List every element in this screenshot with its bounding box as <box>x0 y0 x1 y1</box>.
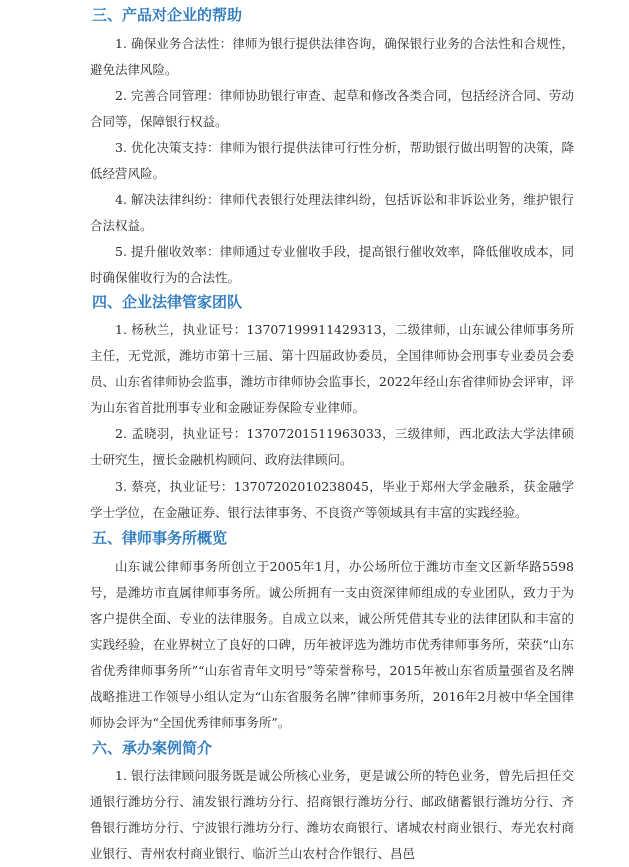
paragraph: 2. 完善合同管理：律师协助银行审查、起草和修改各类合同，包括经济合同、劳动合同等，保障银行权益。 <box>90 88 574 129</box>
section-heading-product-help: 三、产品对企业的帮助 <box>92 6 243 24</box>
section-heading-firm-overview: 五、律师事务所概览 <box>92 529 228 547</box>
paragraph: 1. 确保业务合法性：律师为银行提供法律咨询，确保银行业务的合法性和合规性，避免法律风险。 <box>90 36 574 77</box>
paragraph: 1. 杨秋兰，执业证号：13707199911429313，二级律师，山东诚公律师事务所主任，无党派，潍坊市第十三届、第十四届政协委员，全国律师协会刑事专业委员会委员、山东省律师协会监事，潍坊市律师协会监事长，2022年经山东省律师协会评审，评为山东省首批刑事专业和金融证券保险专业律师。 <box>90 322 574 415</box>
paragraph: 3. 蔡亮，执业证号：13707202010238045，毕业于郑州大学金融系，获金融学学士学位，在金融证券、银行法律事务、不良资产等领域具有丰富的实践经验。 <box>90 479 574 520</box>
paragraph: 5. 提升催收效率：律师通过专业催收手段，提高银行催收效率，降低催收成本，同时确保催收行为的合法性。 <box>90 244 574 285</box>
paragraph: 山东诚公律师事务所创立于2005年1月，办公场所位于潍坊市奎文区新华路5598号，是潍坊市直属律师事务所。诚公所拥有一支由资深律师组成的专业团队，致力于为客户提供全面、专业的法律服务。自成立以来，诚公所凭借其专业的法律团队和丰富的实践经验，在业界树立了良好的口碑，历年被评选为潍坊市优秀律师事务所，荣获“山东省优秀律师事务所”“山东省青年文明号”等荣誉称号，2015年被山东省质量强省及名牌战略推进工作领导小组认定为“山东省服务名牌”律师事务所，2016年2月被中华全国律师协会评为“全国优秀律师事务所”。 <box>90 559 574 730</box>
section-heading-legal-team: 四、企业法律管家团队 <box>92 293 243 311</box>
section-heading-cases: 六、承办案例简介 <box>92 739 213 757</box>
paragraph: 3. 优化决策支持：律师为银行提供法律可行性分析，帮助银行做出明智的决策，降低经营风险。 <box>90 140 574 181</box>
paragraph: 1. 银行法律顾问服务既是诚公所核心业务，更是诚公所的特色业务，曾先后担任交通银行潍坊分行、浦发银行潍坊分行、招商银行潍坊分行、邮政储蓄银行潍坊分行、齐鲁银行潍坊分行、宁波银行潍坊分行、潍坊农商银行、诸城农村商业银行、寿光农村商业银行、青州农村商业银行、临沂兰山农村合作银行、昌邑 <box>90 768 574 861</box>
paragraph: 2. 孟晓羽，执业证号：13707201511963033，三级律师，西北政法大学法律硕士研究生，擅长金融机构顾问、政府法律顾问。 <box>90 426 574 467</box>
paragraph: 4. 解决法律纠纷：律师代表银行处理法律纠纷，包括诉讼和非诉讼业务，维护银行合法权益。 <box>90 192 574 233</box>
